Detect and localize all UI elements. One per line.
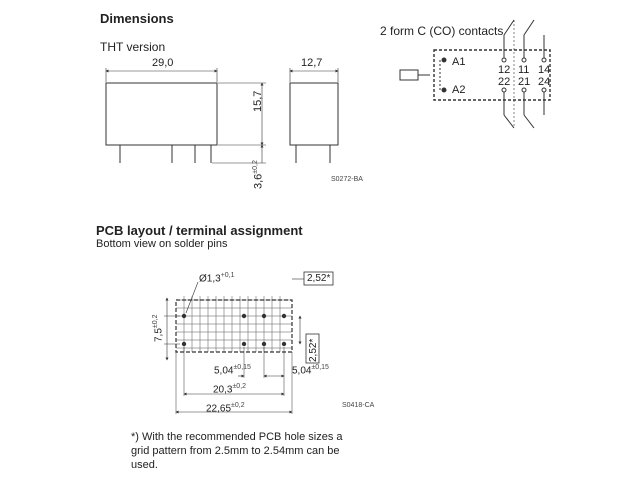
grid-pitch-label-vertical: 2,52* — [308, 338, 319, 362]
pcb-height-label: $7,5^{\pm 0,2}$ — [152, 314, 165, 342]
depth-dimension: 12,7 — [301, 57, 323, 69]
coil-a2-label: A2 — [452, 84, 466, 96]
dimensions-title: Dimensions — [100, 11, 174, 26]
contacts-title: 2 form C (CO) contacts — [380, 24, 504, 38]
dim-203: $20,3^{\pm 0,2}$ — [213, 383, 247, 396]
dim-504-right: $5,04^{\pm 0,15}$ — [292, 364, 329, 377]
terminal-11: 11 — [518, 64, 530, 76]
terminal-24: 24 — [538, 76, 551, 88]
relay-front-view — [106, 68, 266, 163]
height-dimension: 15,7 — [252, 90, 264, 112]
width-dimension: 29,0 — [152, 57, 174, 69]
contact-schematic — [400, 20, 550, 128]
tht-version-label: THT version — [100, 40, 166, 54]
pin-length-dimension: $3,6^{\pm 0,2}$ — [252, 160, 265, 189]
terminal-21: 21 — [518, 76, 531, 88]
pcb-title: PCB layout / terminal assignment — [96, 223, 303, 238]
dim-2265: $22,65^{\pm 0,2}$ — [206, 402, 245, 415]
hole-diameter-label: $Ø1,3^{+0,1}$ — [199, 272, 235, 285]
drawing-code-pcb: S0418-CA — [342, 402, 375, 409]
relay-side-view — [290, 68, 338, 163]
terminal-14: 14 — [538, 64, 551, 76]
grid-pitch-label: 2,52* — [307, 273, 331, 284]
terminal-22: 22 — [498, 76, 511, 88]
dim-504-left: $5,04^{\pm 0,15}$ — [214, 364, 251, 377]
pcb-subtitle: Bottom view on solder pins — [96, 238, 228, 250]
drawing-code-top: S0272-BA — [331, 176, 363, 183]
coil-a1-label: A1 — [452, 56, 466, 68]
terminal-12: 12 — [498, 64, 511, 76]
pcb-layout — [164, 272, 333, 414]
footnote: *) With the recommended PCB hole sizes a grid pattern from 2.5mm to 2.54mm can be used. — [131, 431, 343, 471]
